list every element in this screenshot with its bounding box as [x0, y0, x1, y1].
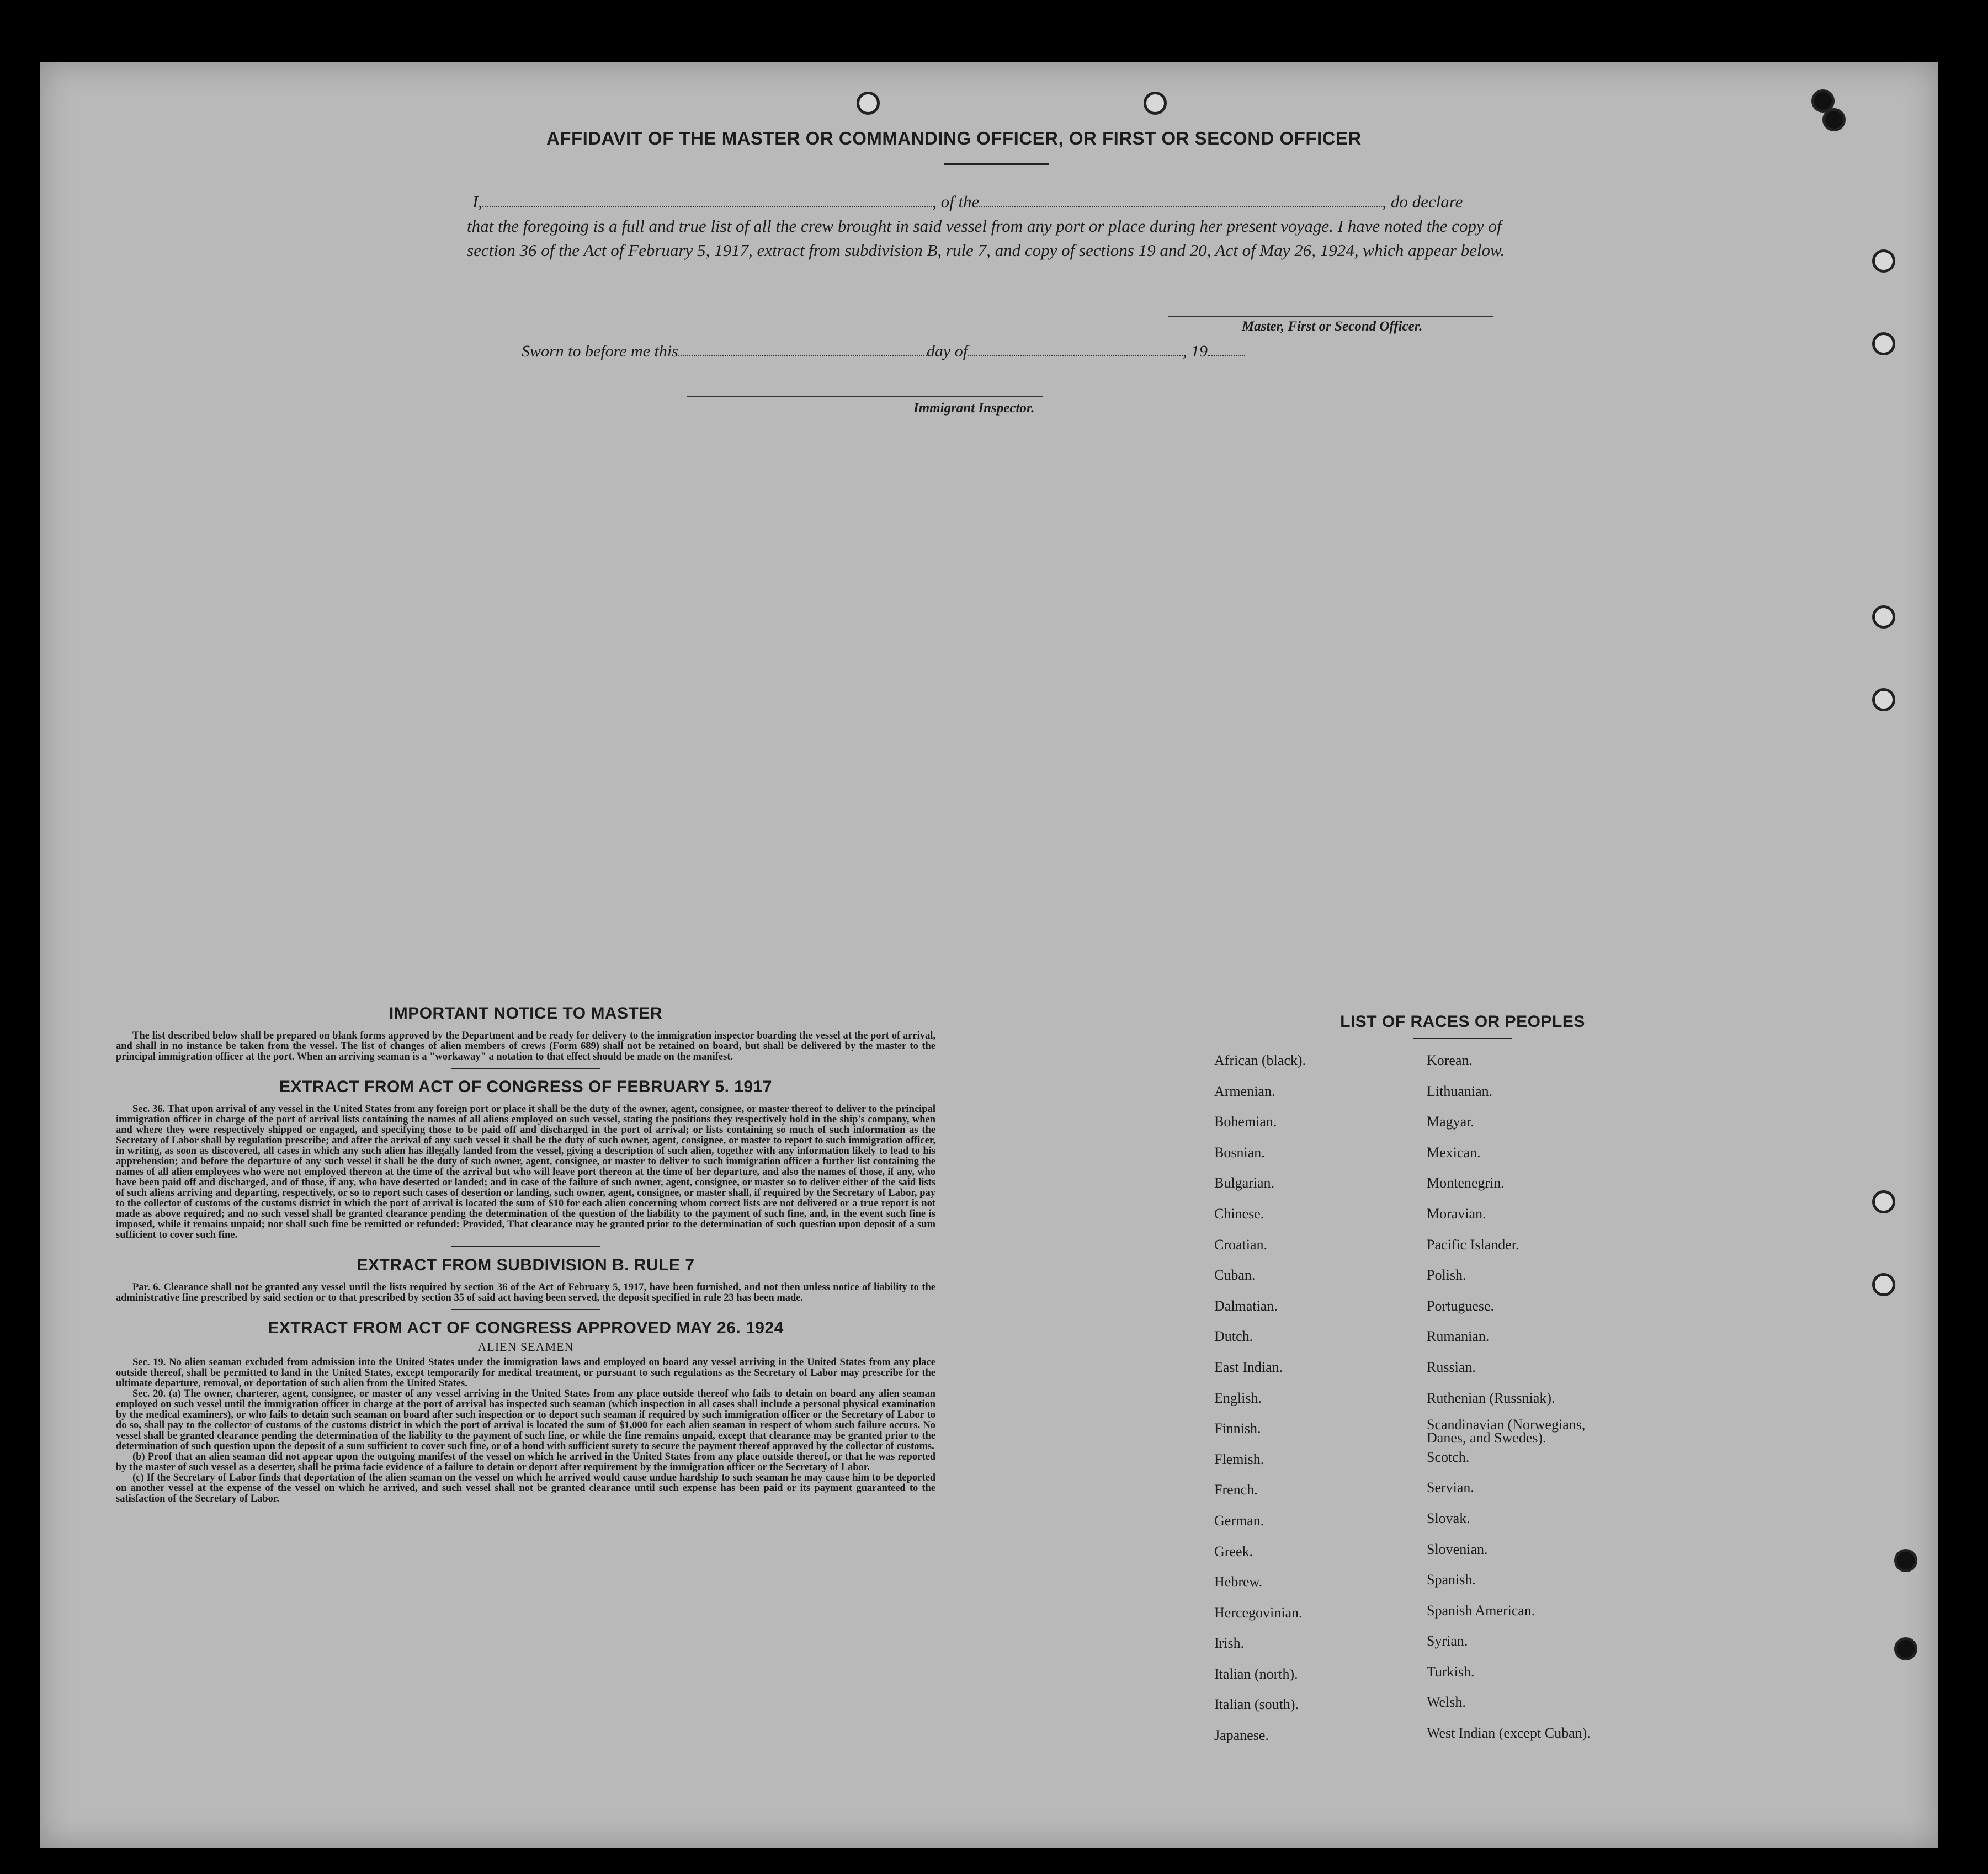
race-item: African (black). [1214, 1052, 1306, 1068]
master-signature-label: Master, First or Second Officer. [1242, 319, 1423, 334]
race-item: Dalmatian. [1214, 1297, 1278, 1314]
races-title: LIST OF RACES OR PEOPLES [1340, 1013, 1585, 1031]
section-divider [451, 1068, 600, 1069]
race-item: Mexican. [1427, 1144, 1481, 1160]
section-20a-text: Sec. 20. (a) The owner, charterer, agent, consignee, or master of any vessel arriving in the United States from any place outside thereof who fails to detain on board any alien seaman employed on such vessel until the immigration officer in charge at the port of arrival has inspected such seaman (which inspection in all cases shall include a personal physical examination by the medical examiners), or who fails to detain such seaman on board after such inspection or to deport such seaman if required by such immigration officer or the Secretary of Labor to do so, shall pay to the collector of customs of the customs district in which the port of arrival is located the sum of $1,000 for each alien seaman in respect of whom such failure occurs. No vessel shall be granted clearance pending the determination of the liability to the payment of such fine, or while the fine remains unpaid, except that clearance may be granted prior to the determination of such question upon the deposit of a sum sufficient to cover such fine, or of a bond with sufficient surety to secure the payment thereof approved by the collector of customs. [116, 1388, 935, 1452]
master-signature-line[interactable] [1168, 316, 1493, 317]
race-item: Scotch. [1427, 1449, 1470, 1465]
race-item: Irish. [1214, 1635, 1245, 1652]
race-item: Syrian. [1427, 1633, 1468, 1649]
extract-rule7-title: EXTRACT FROM SUBDIVISION B. RULE 7 [357, 1256, 695, 1274]
race-item: Lithuanian. [1427, 1083, 1493, 1099]
sworn-line [522, 342, 1245, 361]
declarant-name-field[interactable] [482, 192, 932, 207]
affidavit-title: AFFIDAVIT OF THE MASTER OR COMMANDING OFFICER, OR FIRST OR SECOND OFFICER [546, 128, 1362, 148]
punch-hole [1144, 92, 1167, 115]
extract-rule7-text: Par. 6. Clearance shall not be granted any vessel until the lists required by section 36 of the Act of February 5, 1917, have been furnished, and not then unless notice of liability to the administrative fine prescribed by said section or to that prescribed by section 35 of said act having been served, the deposit specified in rule 23 has been made. [116, 1282, 935, 1303]
race-item: East Indian. [1214, 1359, 1283, 1375]
punch-hole [1872, 605, 1895, 629]
race-item: Armenian. [1214, 1083, 1275, 1099]
race-item: Welsh. [1427, 1694, 1466, 1711]
race-item: Servian. [1427, 1479, 1474, 1496]
notice-title: IMPORTANT NOTICE TO MASTER [389, 1004, 663, 1023]
inspector-signature-label: Immigrant Inspector. [913, 401, 1035, 416]
race-item: Chinese. [1214, 1205, 1264, 1222]
of-the-label: , of the [932, 192, 980, 211]
races-left-column [1214, 1052, 1427, 1758]
alien-seamen-subhead: ALIEN SEAMEN [477, 1340, 574, 1354]
races-list [1214, 1013, 1711, 1758]
race-item: Rumanian. [1427, 1328, 1490, 1345]
punch-hole [1872, 688, 1895, 711]
race-item: West Indian (except Cuban). [1427, 1725, 1591, 1742]
race-item: Japanese. [1214, 1727, 1269, 1744]
race-item: Italian (south). [1214, 1696, 1299, 1713]
punch-hole [1872, 332, 1895, 355]
sworn-month-field[interactable] [968, 343, 1183, 356]
race-item: French. [1214, 1482, 1258, 1498]
race-item: Pacific Islander. [1427, 1236, 1519, 1253]
section-20b-text: (b) Proof that an alien seaman did not appear upon the outgoing manifest of the vessel on which he arrived in the United States from any place outside thereof, or that he was reported by the master of such vessel as a deserter, shall be prima facie evidence of a failure to detain or deport after requirement by the immigration officer or the Secretary of Labor. [116, 1451, 935, 1473]
do-declare-label: , do declare [1382, 192, 1463, 211]
race-item: Moravian. [1427, 1205, 1486, 1222]
declarant-prefix: I, [472, 192, 483, 211]
race-item: Hebrew. [1214, 1574, 1263, 1590]
legal-notices [116, 1004, 935, 1504]
punch-hole [1872, 1190, 1895, 1213]
race-item: Bosnian. [1214, 1144, 1265, 1160]
race-item: Bulgarian. [1214, 1175, 1275, 1191]
race-item: Bohemian. [1214, 1114, 1277, 1130]
race-item: Italian (north). [1214, 1665, 1298, 1682]
day-of-label: day of [926, 342, 968, 360]
race-item: Polish. [1427, 1267, 1466, 1284]
race-item: Hercegovinian. [1214, 1604, 1303, 1621]
race-item: Croatian. [1214, 1236, 1268, 1253]
race-item: Korean. [1427, 1052, 1473, 1068]
race-item: Montenegrin. [1427, 1175, 1505, 1191]
punch-hole [1872, 249, 1895, 273]
race-item: Dutch. [1214, 1328, 1253, 1345]
races-title-underline [1413, 1038, 1512, 1039]
races-grid [1214, 1052, 1711, 1758]
affidavit-body: that the foregoing is a full and true list of all the crew brought in said vessel from any port or place during her present voyage. I have noted the copy of section 36 of the Act of February 5, 1917, extract from subdivision B, rule 7, and copy of sections 19 and 20, Act of May 26, 1924, which appear below. [467, 216, 1505, 260]
section-19-text: Sec. 19. No alien seaman excluded from admission into the United States under the immigration laws and employed on board any vessel arriving in the United States from any place outside thereof, shall be permitted to land in the United States, except temporarily for medical treatment, or pursuant to such regulations as the Secretary of Labor may prescribe for the ultimate departure, removal, or deportation of such alien from the United States. [116, 1357, 935, 1389]
punch-hole [1872, 1273, 1895, 1296]
race-item: Slovak. [1427, 1510, 1470, 1526]
race-item: Russian. [1427, 1359, 1476, 1375]
race-item: Magyar. [1427, 1114, 1474, 1130]
sworn-label: Sworn to before me this [522, 342, 678, 360]
race-item: Turkish. [1427, 1663, 1475, 1680]
extract-1917-title: EXTRACT FROM ACT OF CONGRESS OF FEBRUARY 5. 1917 [279, 1078, 772, 1096]
race-item: English. [1214, 1389, 1262, 1406]
race-item: Greek. [1214, 1543, 1253, 1559]
punch-hole [857, 92, 880, 115]
section-divider [451, 1246, 600, 1247]
race-item: Slovenian. [1427, 1541, 1488, 1557]
notice-text: The list described below shall be prepared on blank forms approved by the Department and be ready for delivery to the immigration inspector boarding the vessel at the port of arrival, and shall in no instance be taken from the vessel. The list of changes of alien members of crews (Form 689) shall not be retained on board, but shall be delivered by the master to the principal immigration officer at the port. When an arriving seaman is a "workaway" a notation to that effect should be made on the manifest. [116, 1030, 935, 1062]
races-right-column [1427, 1052, 1711, 1758]
punch-hole [1894, 1549, 1917, 1572]
race-item: Spanish. [1427, 1572, 1476, 1588]
punch-hole [1894, 1637, 1917, 1660]
section-divider [451, 1309, 600, 1310]
race-item: Cuban. [1214, 1267, 1256, 1284]
year-prefix-label: , 19 [1183, 342, 1208, 360]
title-underline [944, 163, 1049, 165]
declaration-line [467, 190, 1529, 214]
affidavit-statement [467, 190, 1529, 263]
sworn-day-field[interactable] [678, 343, 927, 356]
race-item: German. [1214, 1512, 1264, 1529]
race-item: Scandinavian (Norwegians, Danes, and Swedes). [1427, 1417, 1586, 1446]
extract-1917-text: Sec. 36. That upon arrival of any vessel in the United States from any foreign port or place it shall be the duty of the owner, agent, consignee, or master thereof to deliver to the principal immigration officer in charge of the port of arrival lists containing the names of all aliens employed on such vessel, stating the positions they respectively hold in the ship's company, when and where they were respectively shipped or engaged, and specifying those to be paid off and discharged in the port of arrival; or lists containing so much of such information as the Secretary of Labor shall by regulation prescribe; and after the arrival of any such vessel it shall be the duty of such owner, agent, consignee, or master to report to such immigration officer, in writing, as soon as discovered, all cases in which any such alien has illegally landed from the vessel, giving a description of such alien, together with any information likely to lead to his apprehension; and before the departure of any such vessel it shall be the duty of such owner, agent, consignee, or master to deliver to such immigration officer a further list containing the names of all alien employees who were not employed thereon at the time of the arrival but who will leave port thereon at the time of her departure, and also the names of those, if any, who have been paid off and discharged, and of those, if any, who have deserted or landed; and in case of the failure of such owner, agent, consignee, or master so to deliver either of the said lists of such aliens arriving and departing, respectively, or so to report such cases of desertion or landing, such owner, agent, consignee, or master shall, if required by the Secretary of Labor, pay to the collector of customs of the customs district in which the port of arrival is located the sum of $10 for each alien concerning whom correct lists are not delivered or a true report is not made as above required; and no such vessel shall be granted clearance pending the determination of the question of the liability to the payment of such fine, and, in the event such fine is imposed, while it remains unpaid; nor shall such fine be remitted or refunded: Provided, That clearance may be granted prior to the determination of such question upon deposit of a sum sufficient to cover such fine. [116, 1104, 935, 1241]
race-item: Flemish. [1214, 1451, 1264, 1467]
inspector-signature-line[interactable] [687, 396, 1043, 397]
section-20c-text: (c) If the Secretary of Labor finds that deportation of the alien seaman on the vessel on which he arrived would cause undue hardship to such seaman he may cause him to be deported on another vessel at the expense of the vessel on which he arrived, and such vessel shall not be granted clearance until such expense has been paid or its payment guaranteed to the satisfaction of the Secretary of Labor. [116, 1472, 935, 1504]
race-item: Ruthenian (Russniak). [1427, 1389, 1555, 1406]
vessel-name-field[interactable] [979, 192, 1382, 207]
race-item: Portuguese. [1427, 1297, 1495, 1314]
punch-hole [1822, 108, 1846, 131]
sworn-year-field[interactable] [1208, 343, 1245, 356]
race-item: Finnish. [1214, 1420, 1261, 1437]
race-item: Spanish American. [1427, 1602, 1535, 1619]
extract-1924-title: EXTRACT FROM ACT OF CONGRESS APPROVED MAY 26. 1924 [268, 1319, 784, 1337]
